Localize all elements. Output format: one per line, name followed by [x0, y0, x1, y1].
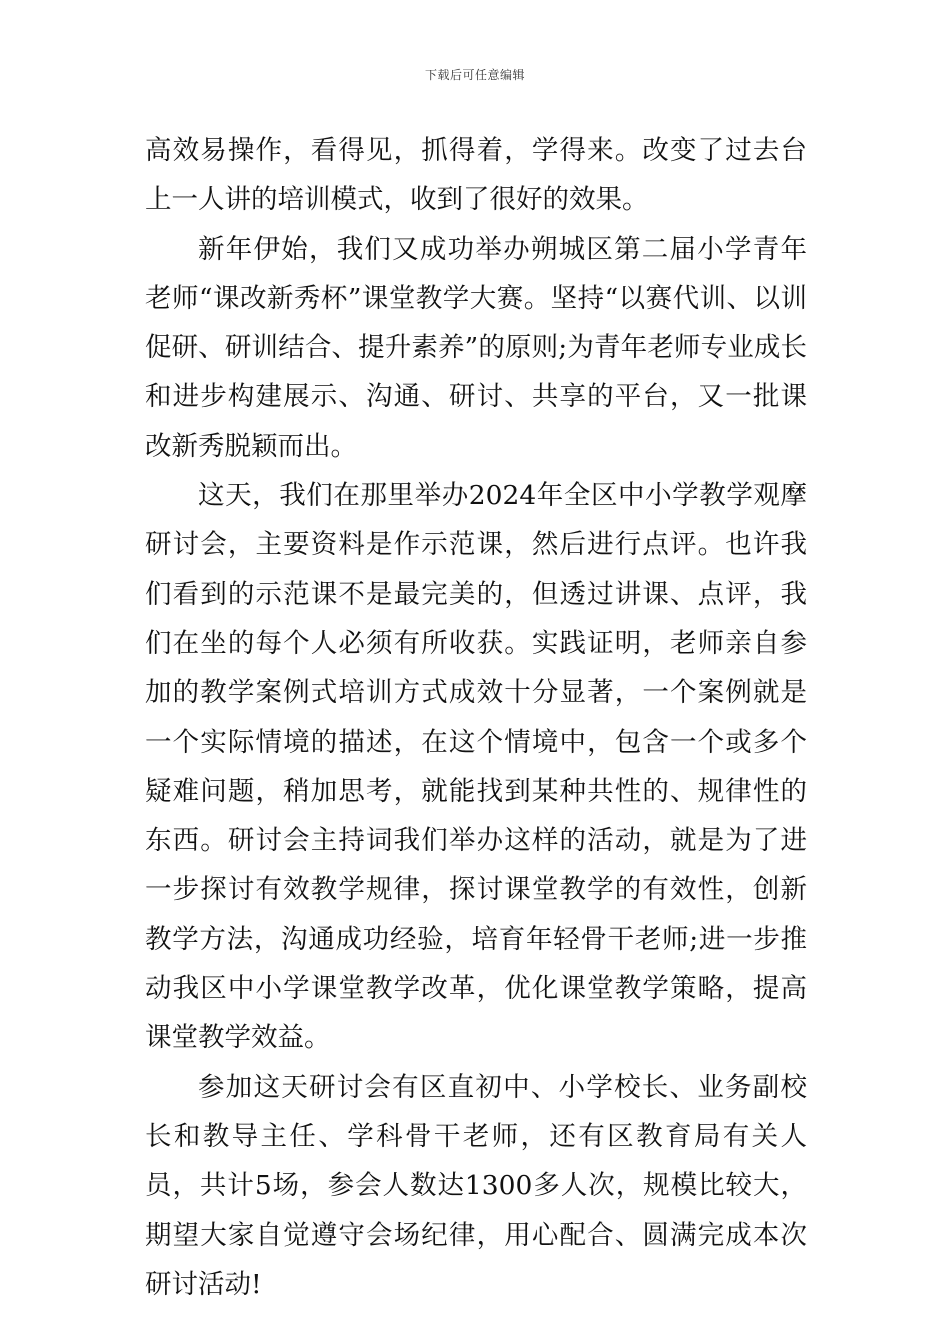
paragraph-attendance: 参加这天研讨会有区直初中、小学校长、业务副校长和教导主任、学科骨干老师，还有区教育局有关人员，共计5场，参会人数达1300多人次，规模比较大，期望大家自觉遵守会场纪律，用心配合、圆满完成本次研讨活动!: [145, 1071, 807, 1300]
paragraph-continuation: 高效易操作，看得见，抓得着，学得来。改变了过去台上一人讲的培训模式，收到了很好的效果。: [145, 135, 807, 216]
paragraph-competition: 新年伊始，我们又成功举办朔城区第二届小学青年老师“课改新秀杯”课堂教学大赛。坚持“以赛代训、以训促研、研训结合、提升素养”的原则;为青年老师专业成长和进步构建展示、沟通、研讨、共享的平台，又一批课改新秀脱颖而出。: [145, 233, 807, 462]
page-header-note: 下载后可任意编辑: [424, 68, 525, 82]
paragraph-seminar: 这天，我们在那里举办2024年全区中小学教学观摩研讨会，主要资料是作示范课，然后进行点评。也许我们看到的示范课不是最完美的，但透过讲课、点评，我们在坐的每个人必须有所收获。实践证明，老师亲自参加的教学案例式培训方式成效十分显著，一个案例就是一个实际情境的描述，在这个情境中，包含一个或多个疑难问题，稍加思考，就能找到某种共性的、规律性的东西。研讨会主持词我们举办这样的活动，就是为了进一步探讨有效教学规律，探讨课堂教学的有效性，创新教学方法，沟通成功经验，培育年轻骨干老师;进一步推动我区中小学课堂教学改革，优化课堂教学策略，提高课堂教学效益。: [145, 480, 807, 1054]
document-body: [145, 126, 807, 1309]
